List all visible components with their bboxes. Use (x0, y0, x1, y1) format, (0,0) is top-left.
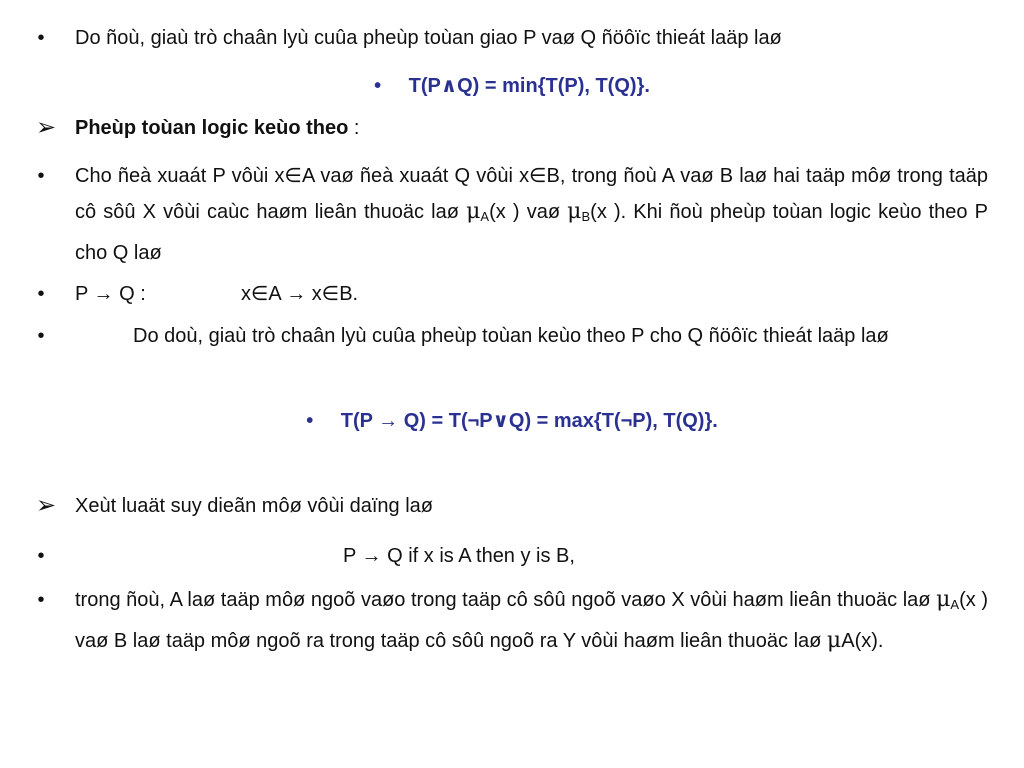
mu-subscript: B (581, 209, 591, 224)
where-part2: (x ) vaø B laø taäp môø ngoõ ra trong taäp cô sôû ngoõ ra Y vôùi haøm lieân thuoäc laø (75, 589, 988, 652)
bullet-dot-icon: • (306, 410, 314, 432)
definition-mid: (x ) vaø (489, 201, 568, 223)
heading-text: Pheùp toùan logic keùo theo (75, 117, 349, 139)
item-text: P → Q if x is A then y is B, (343, 545, 575, 567)
rule-left: P → Q : (75, 283, 146, 305)
formula-text: T(P → Q) = T(¬P∨Q) = max{T(¬P), T(Q)}. (340, 410, 718, 432)
bullet-dot-icon: • (374, 75, 382, 97)
mu-symbol: μ (567, 199, 582, 224)
bullet-dot-icon: • (37, 325, 45, 347)
bullet-dot-icon: • (37, 165, 45, 187)
heading-suffix: : (348, 117, 360, 139)
definition-part1: Cho ñeà xuaát P vôùi x∈A vaø ñeà xuaát Q vôùi x∈B, trong ñoù A vaø B laø hai taäp môø trong taäp cô sôû X vôùi caùc haøm lieân thuoäc laø (75, 165, 988, 223)
rule-right: x∈A → x∈B. (241, 283, 359, 305)
item-text: Do ñoù, giaù trò chaân lyù cuûa pheùp toùan giao P vaø Q ñöôïc thieát laäp laø (75, 27, 782, 49)
bullet-dot-icon: • (37, 27, 45, 49)
where-part3: A(x). (841, 630, 884, 652)
mu-symbol: μ (826, 628, 842, 653)
bullet-dot-icon: • (37, 589, 45, 611)
heading-text: Xeùt luaät suy dieãn môø vôùi daïng laø (75, 495, 433, 517)
arrow-bullet-icon: ➢ (36, 492, 57, 519)
bullet-dot-icon: • (37, 545, 45, 567)
mu-subscript: A (480, 209, 490, 224)
item-text: Do doù, giaù trò chaân lyù cuûa pheùp toùan keùo theo P cho Q ñöôïc thieát laäp laø (133, 325, 889, 347)
where-part1: trong ñoù, A laø taäp môø ngoõ vaøo trong taäp cô sôû ngoõ vaøo X vôùi haøm lieân thuoäc laø (75, 589, 937, 611)
definition-part2: (x ). Khi ñoù pheùp toùan logic keùo theo P cho Q laø (75, 201, 988, 264)
mu-subscript: A (950, 597, 960, 612)
mu-symbol: μ (466, 199, 481, 224)
formula-text: T(P∧Q) = min{T(P), T(Q)}. (408, 75, 650, 97)
arrow-bullet-icon: ➢ (36, 114, 57, 141)
mu-symbol: μ (936, 587, 951, 612)
bullet-dot-icon: • (37, 283, 45, 305)
